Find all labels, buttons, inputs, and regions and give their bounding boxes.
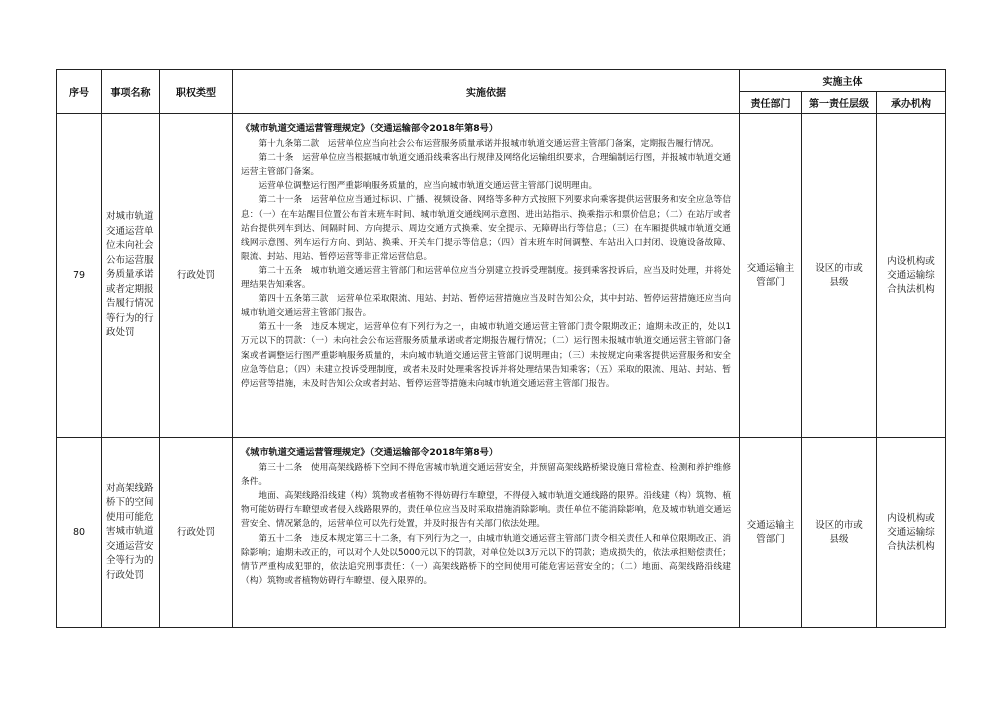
basis-paragraph: 第十九条第二款 运营单位应当向社会公布运营服务质量承诺并报城市轨道交通运营主管部门备案，定期报告履行情况。	[258, 139, 719, 150]
row-dept: 交通运输主管部门	[740, 114, 802, 438]
law-title: 《城市轨道交通运营管理规定》（交通运输部令2018年第8号）	[241, 447, 499, 458]
row-dept: 交通运输主管部门	[740, 438, 802, 628]
row-power-type: 行政处罚	[160, 438, 233, 628]
header-subject: 实施主体	[740, 70, 946, 92]
row-item-name: 对高架线路桥下的空间使用可能危害城市轨道交通运营安全等行为的行政处罚	[102, 438, 160, 628]
header-item-name: 事项名称	[102, 70, 160, 114]
header-basis: 实施依据	[233, 70, 740, 114]
basis-paragraph: 第五十二条 违反本规定第三十二条，有下列行为之一，由城市轨道交通运营主管部门责令相关责任人和单位限期改正、消除影响；逾期未改正的，可以对个人处以5000元以下的罚款，对单位处以3万元以下的罚款；造成损失的，依法承担赔偿责任；情节严重构成犯罪的，依法追究刑事责任：（一）高架线路桥下的空间使用可能危害运营安全的；（二）地面、高架线路沿线建（构）筑物或者植物妨碍行车瞭望、侵入限界的。	[241, 533, 731, 586]
table-row	[57, 438, 946, 628]
basis-paragraph: 地面、高架线路沿线建（构）筑物或者植物不得妨碍行车瞭望，不得侵入城市轨道交通线路的限界。沿线建（构）筑物、植物可能妨碍行车瞭望或者侵入线路限界的，责任单位应当及时采取措施消除影响。责任单位不能消除影响，危及城市轨道交通运营安全、情况紧急的，运营单位可以先行处置，并及时报告有关部门依法处理。	[241, 491, 731, 530]
power-list-table	[56, 69, 946, 628]
row-agency: 内设机构或交通运输综合执法机构	[877, 114, 946, 438]
row-level: 设区的市或县级	[802, 438, 877, 628]
row-item-name: 对城市轨道交通运营单位未向社会公布运营服务质量承诺或者定期报告履行情况等行为的行政处罚	[102, 114, 160, 438]
row-seq: 79	[57, 114, 102, 438]
row-seq: 80	[57, 438, 102, 628]
header-row	[57, 70, 946, 92]
header-power-type: 职权类型	[160, 70, 233, 114]
table-row	[57, 114, 946, 438]
basis-paragraph: 第五十一条 违反本规定，运营单位有下列行为之一，由城市轨道交通运营主管部门责令限期改正；逾期未改正的，处以1万元以下的罚款：（一）未向社会公布运营服务质量承诺或者定期报告履行情况；（二）运行图未报城市轨道交通运营主管部门备案或者调整运行图严重影响服务质量的，未向城市轨道交通运营主管部门说明理由；（三）未按规定向乘客提供运营服务和安全应急等信息；（四）未建立投诉受理制度，或者未及时处理乘客投诉并将处理结果告知乘客；（五）采取的限流、甩站、封站、暂停运营等措施，未及时告知公众或者封站、暂停运营等措施未向城市轨道交通运营主管部门报告。	[241, 322, 731, 389]
basis-paragraph: 运营单位调整运行图严重影响服务质量的，应当向城市轨道交通运营主管部门说明理由。	[258, 181, 598, 192]
basis-paragraph: 第二十条 运营单位应当根据城市轨道交通沿线乘客出行规律及网络化运输组织要求，合理编制运行图，并报城市轨道交通运营主管部门备案。	[241, 153, 731, 178]
row-basis	[233, 438, 740, 628]
header-seq: 序号	[57, 70, 102, 114]
row-agency: 内设机构或交通运输综合执法机构	[877, 438, 946, 628]
row-level: 设区的市或县级	[802, 114, 877, 438]
basis-paragraph: 第四十五条第三款 运营单位采取限流、甩站、封站、暂停运营措施应当及时告知公众，其中封站、暂停运营措施还应当向城市轨道交通运营主管部门报告。	[241, 294, 731, 319]
basis-paragraph: 第二十五条 城市轨道交通运营主管部门和运营单位应当分别建立投诉受理制度。接到乘客投诉后，应当及时处理，并将处理结果告知乘客。	[241, 265, 731, 291]
row-basis	[233, 114, 740, 438]
header-dept: 责任部门	[740, 92, 802, 114]
header-level: 第一责任层级	[802, 92, 877, 114]
basis-paragraph: 第二十一条 运营单位应当通过标识、广播、视频设备、网络等多种方式按照下列要求向乘客提供运营服务和安全应急等信息：（一）在车站醒目位置公布首末班车时间、城市轨道交通线网示意图、进出站指示、换乘指示和票价信息；（二）在站厅或者站台提供列车到达、间隔时间、方向提示、周边交通方式换乘、安全提示、无障碍出行等信息；（三）在车厢提供城市轨道交通线网示意图、列车运行方向、到站、换乘、开关车门提示等信息；（四）首末班车时间调整、车站出入口封闭、设施设备故障、限流、封站、甩站、暂停运营等非正常运营信息。	[241, 195, 731, 262]
basis-paragraph: 第三十二条 使用高架线路桥下空间不得危害城市轨道交通运营安全，并预留高架线路桥梁设施日常检查、检测和养护维修条件。	[241, 463, 731, 488]
row-power-type: 行政处罚	[160, 114, 233, 438]
header-agency: 承办机构	[877, 92, 946, 114]
law-title: 《城市轨道交通运营管理规定》（交通运输部令2018年第8号）	[241, 123, 499, 134]
